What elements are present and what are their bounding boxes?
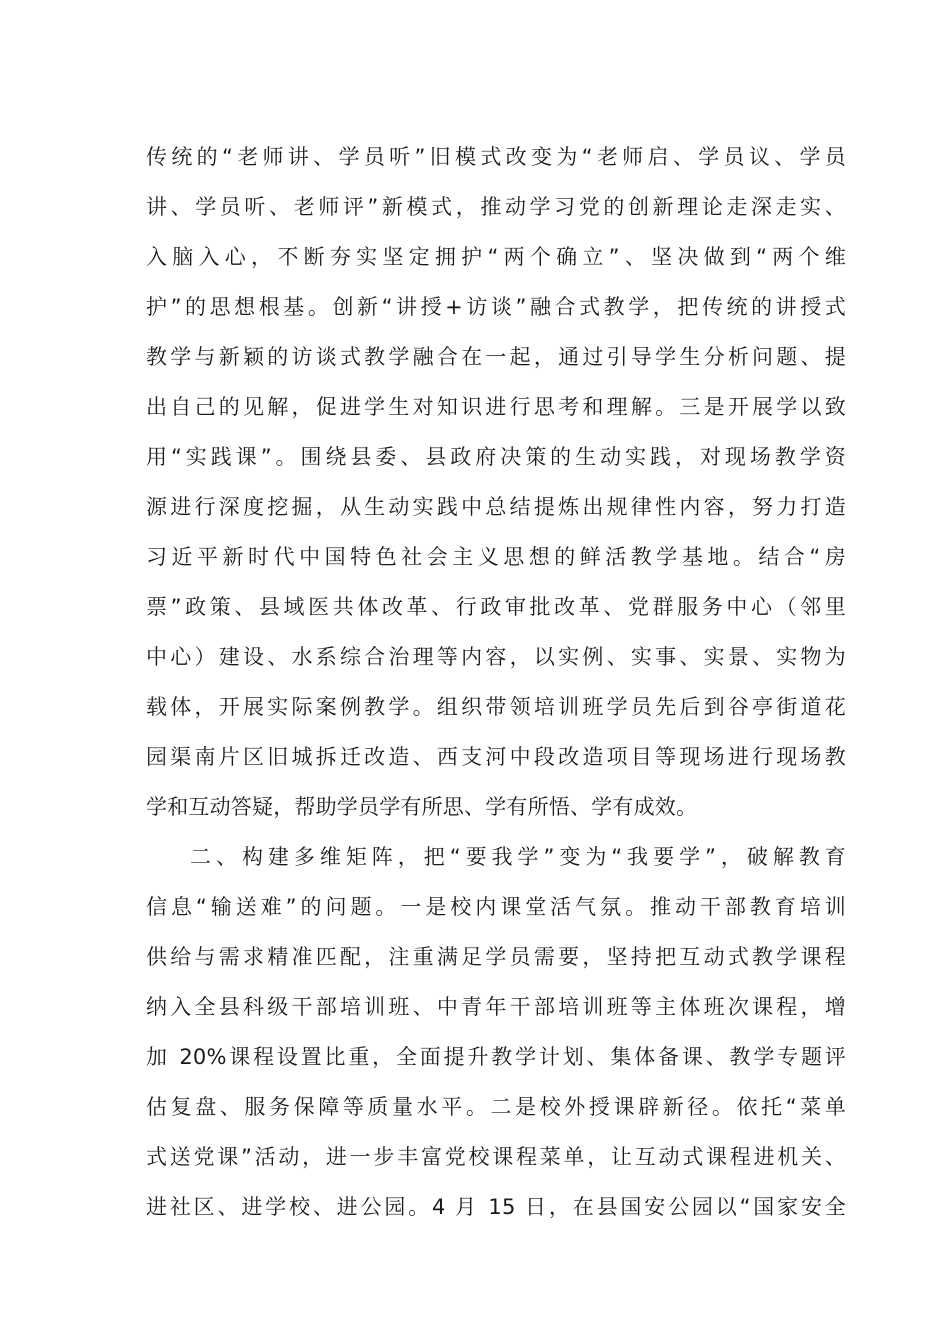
text-line: 式送党课”活动，进一步丰富党校课程菜单，让互动式课程进机关、	[146, 1145, 846, 1169]
text-line: 加 20%课程设置比重，全面提升教学计划、集体备课、教学专题评	[146, 1045, 846, 1069]
text-line: 信息“输送难”的问题。一是校内课堂活气氛。推动干部教育培训	[146, 895, 846, 919]
document-body	[146, 132, 846, 1232]
text-line: 中心）建设、水系综合治理等内容，以实例、实事、实景、实物为	[146, 645, 846, 669]
text-line: 票”政策、县域医共体改革、行政审批改革、党群服务中心（邻里	[146, 595, 846, 619]
paragraph-end-line: 学和互动答疑，帮助学员学有所思、学有所悟、学有成效。	[146, 795, 698, 819]
text-line: 供给与需求精准匹配，注重满足学员需要，坚持把互动式教学课程	[146, 945, 846, 969]
text-line: 源进行深度挖掘，从生动实践中总结提炼出规律性内容，努力打造	[146, 495, 846, 519]
text-line: 估复盘、服务保障等质量水平。二是校外授课辟新径。依托“菜单	[146, 1095, 846, 1119]
text-line: 讲、学员听、老师评”新模式，推动学习党的创新理论走深走实、	[146, 195, 846, 219]
section-heading-line: 二、构建多维矩阵，把“要我学”变为“我要学”，破解教育	[190, 845, 846, 869]
text-line: 进社区、进学校、进公园。4 月 15 日，在县国安公园以“国家安全	[146, 1195, 846, 1219]
text-line: 教学与新颖的访谈式教学融合在一起，通过引导学生分析问题、提	[146, 345, 846, 369]
text-line: 出自己的见解，促进学生对知识进行思考和理解。三是开展学以致	[146, 395, 846, 419]
text-line: 习近平新时代中国特色社会主义思想的鲜活教学基地。结合“房	[146, 545, 846, 569]
text-line: 纳入全县科级干部培训班、中青年干部培训班等主体班次课程，增	[146, 995, 846, 1019]
text-line: 入脑入心，不断夯实坚定拥护“两个确立”、坚决做到“两个维	[146, 245, 846, 269]
text-line: 载体，开展实际案例教学。组织带领培训班学员先后到谷亭街道花	[146, 695, 846, 719]
text-line: 用“实践课”。围绕县委、县政府决策的生动实践，对现场教学资	[146, 445, 846, 469]
text-line: 园渠南片区旧城拆迁改造、西支河中段改造项目等现场进行现场教	[146, 745, 846, 769]
text-line: 护”的思想根基。创新“讲授+访谈”融合式教学，把传统的讲授式	[146, 295, 846, 319]
text-line: 传统的“老师讲、学员听”旧模式改变为“老师启、学员议、学员	[146, 145, 846, 169]
